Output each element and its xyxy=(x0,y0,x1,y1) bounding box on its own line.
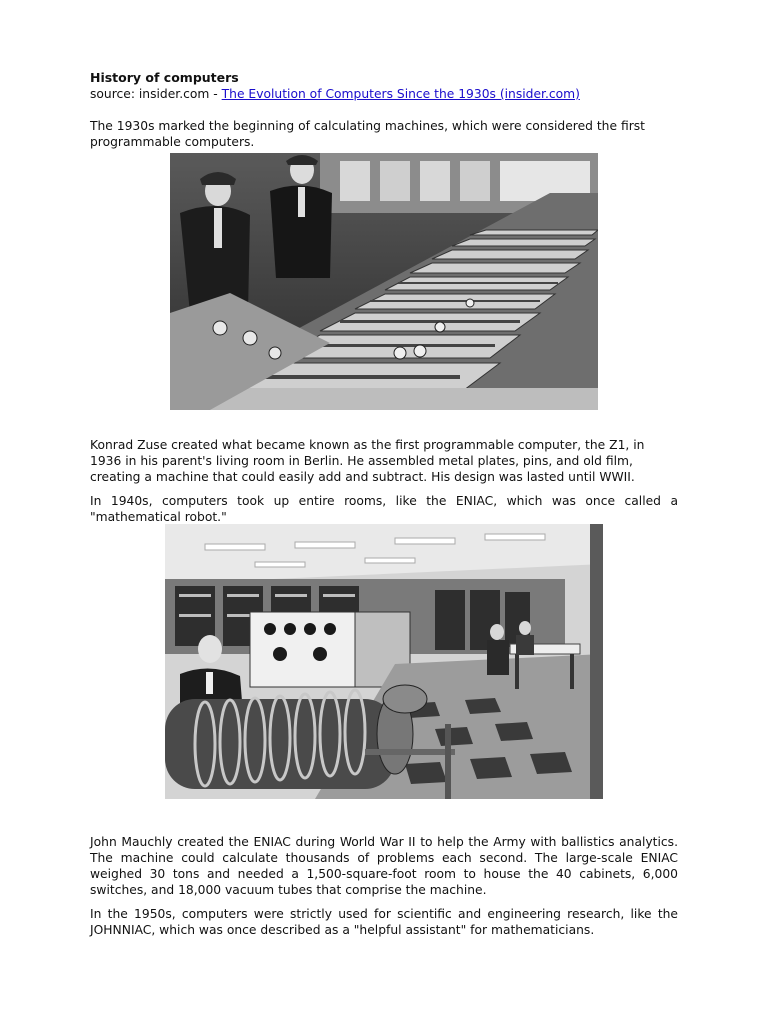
source-link[interactable]: The Evolution of Computers Since the 1930s (insider.com) xyxy=(221,87,580,101)
source-line xyxy=(90,86,678,102)
calculating-machines-photo xyxy=(170,153,598,410)
paragraph-mauchly: John Mauchly created the ENIAC during World War II to help the Army with ballistics analytics. The machine could calculate thousands of problems each second. The large-scale ENIAC weighed 30 tons and needed a 1,500-square-foot room to house the 40 cabinets, 6,000 switches, and 18,000 vacuum tubes that comprise the machine. xyxy=(90,835,678,897)
source-prefix: source: insider.com - xyxy=(90,87,222,101)
eniac-room-photo xyxy=(165,524,603,799)
paragraph-1930s: The 1930s marked the beginning of calculating machines, which were considered the first programmable computers. xyxy=(90,119,645,149)
paragraph-1940s: In 1940s, computers took up entire rooms, like the ENIAC, which was once called a "mathematical robot." xyxy=(90,494,678,524)
paragraph-zuse: Konrad Zuse created what became known as the first programmable computer, the Z1, in 1936 in his parent's living room in Berlin. He assembled metal plates, pins, and old film, creating a machine that could easily add and subtract. His design was lasted until WWII. xyxy=(90,438,645,484)
paragraph-1950s: In the 1950s, computers were strictly used for scientific and engineering research, like the JOHNNIAC, which was once described as a "helpful assistant" for mathematicians. xyxy=(90,907,678,937)
document-title: History of computers xyxy=(90,70,239,85)
document-header xyxy=(90,70,678,150)
